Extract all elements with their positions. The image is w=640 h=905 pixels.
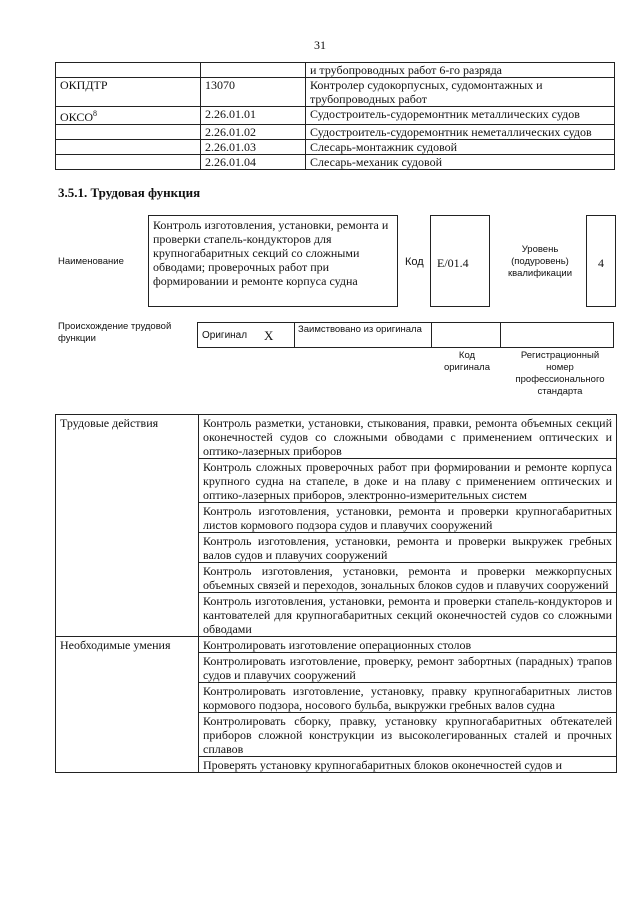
page-number: 31 — [314, 38, 326, 52]
labor-action — [56, 415, 617, 459]
original-label: Оригинал — [202, 330, 248, 341]
classifier-label-cell — [56, 107, 201, 125]
name-label: Наименование — [58, 256, 124, 267]
classifier-label-cell — [56, 125, 201, 140]
labor-action-text: Контроль разметки, установки, стыкования, правки, ремонта объемных секций оконечностей судов со сложными обводами с применением оптических и оптико-лазерных приборов — [199, 415, 617, 459]
classifier-row — [56, 125, 615, 140]
classifier-name-cell: Контролер судокорпусных, судомонтажных и трубопроводных работ — [306, 78, 615, 107]
borrowed-cell — [294, 322, 432, 348]
footnote-marker: 8 — [93, 109, 98, 118]
code-value: E/01.4 — [437, 256, 469, 270]
classifier-name-cell: и трубопроводных работ 6-го разряда — [306, 63, 615, 78]
classifier-label: ОКПДТР — [60, 78, 108, 92]
labor-action-header: Трудовые действия — [56, 415, 199, 637]
function-name-value: Контроль изготовления, установки, ремонта и проверки стапель-кондукторов для крупногабаритных секций со сложными обводами; проверочных работ при формировании и ремонте корпуса судна — [153, 218, 389, 288]
level-value: 4 — [598, 256, 604, 270]
origin-label: Происхождение трудовой функции — [58, 321, 172, 344]
level-label: Уровень (подуровень) квалификации — [507, 244, 573, 279]
labor-action-text: Контроль изготовления, установки, ремонта и проверки выкружек гребных валов судов и плавучих сооружений — [199, 533, 617, 563]
classifier-code-cell: 13070 — [201, 78, 306, 107]
required-skill-header: Необходимые умения — [56, 637, 199, 773]
classifier-code-cell: 2.26.01.03 — [201, 140, 306, 155]
classifier-label: ОКСО — [60, 110, 94, 124]
classifier-code-cell: 2.26.01.01 — [201, 107, 306, 125]
labor-action-text: Контроль изготовления, установки, ремонта и проверки стапель-кондукторов и кантователей для крупногабаритных секций оконечностей судов со сложными обводами — [199, 593, 617, 637]
original-mark: X — [264, 328, 274, 343]
origin-code-cell — [431, 322, 501, 348]
classifier-code-cell: 2.26.01.02 — [201, 125, 306, 140]
borrowed-label: Заимствовано из оригинала — [298, 324, 422, 335]
labor-action-text: Контроль изготовления, установки, ремонта и проверки крупногабаритных листов кормового подзора судов и плавучих сооружений — [199, 503, 617, 533]
function-name-box — [148, 215, 398, 307]
classifier-row — [56, 140, 615, 155]
classifier-code-cell — [201, 63, 306, 78]
required-skill-text: Контролировать изготовление, проверку, ремонт забортных (парадных) трапов судов и плавучих сооружений — [199, 653, 617, 683]
required-skill-text: Проверять установку крупногабаритных блоков оконечностей судов и — [199, 757, 617, 773]
classifier-label-cell — [56, 78, 201, 107]
classifier-label-cell — [56, 155, 201, 170]
code-box — [430, 215, 490, 307]
level-box — [586, 215, 616, 307]
classifier-table — [55, 62, 615, 170]
required-skill — [56, 637, 617, 653]
origin-reg-caption: Регистрационный номер профессионального стандарта — [515, 350, 605, 397]
original-cell — [197, 322, 295, 348]
required-skill-text: Контролировать сборку, правку, установку крупногабаритных обтекателей приборов сложной конструкции из высоколегированных сталей и прочных сплавов — [199, 713, 617, 757]
origin-reg-cell — [500, 322, 614, 348]
labor-action-text: Контроль изготовления, установки, ремонта и проверки межкорпусных объемных связей и переходов, зональных блоков судов и плавучих сооружений — [199, 563, 617, 593]
classifier-name-cell: Судостроитель-судоремонтник металлических судов — [306, 107, 615, 125]
code-label: Код — [405, 256, 424, 268]
classifier-row — [56, 63, 615, 78]
classifier-row — [56, 78, 615, 107]
classifier-row — [56, 107, 615, 125]
classifier-name-cell: Слесарь-механик судовой — [306, 155, 615, 170]
required-skill-text: Контролировать изготовление, установку, правку крупногабаритных листов кормового подзора, носового бульба, выкружки гребных валов судна — [199, 683, 617, 713]
section-heading: 3.5.1. Трудовая функция — [58, 185, 201, 200]
labor-action-text: Контроль сложных проверочных работ при формировании и ремонте корпуса крупного судна на стапеле, в доке и на плаву с применением оптических и оптико-лазерных приборов, электронно-измерительных систем — [199, 459, 617, 503]
origin-code-caption: Код оригинала — [443, 350, 490, 373]
classifier-name-cell: Судостроитель-судоремонтник неметаллических судов — [306, 125, 615, 140]
required-skill-text: Контролировать изготовление операционных столов — [199, 637, 617, 653]
classifier-label-cell — [56, 63, 201, 78]
classifier-code-cell: 2.26.01.04 — [201, 155, 306, 170]
main-table — [55, 414, 617, 773]
classifier-label-cell — [56, 140, 201, 155]
classifier-name-cell: Слесарь-монтажник судовой — [306, 140, 615, 155]
classifier-row — [56, 155, 615, 170]
